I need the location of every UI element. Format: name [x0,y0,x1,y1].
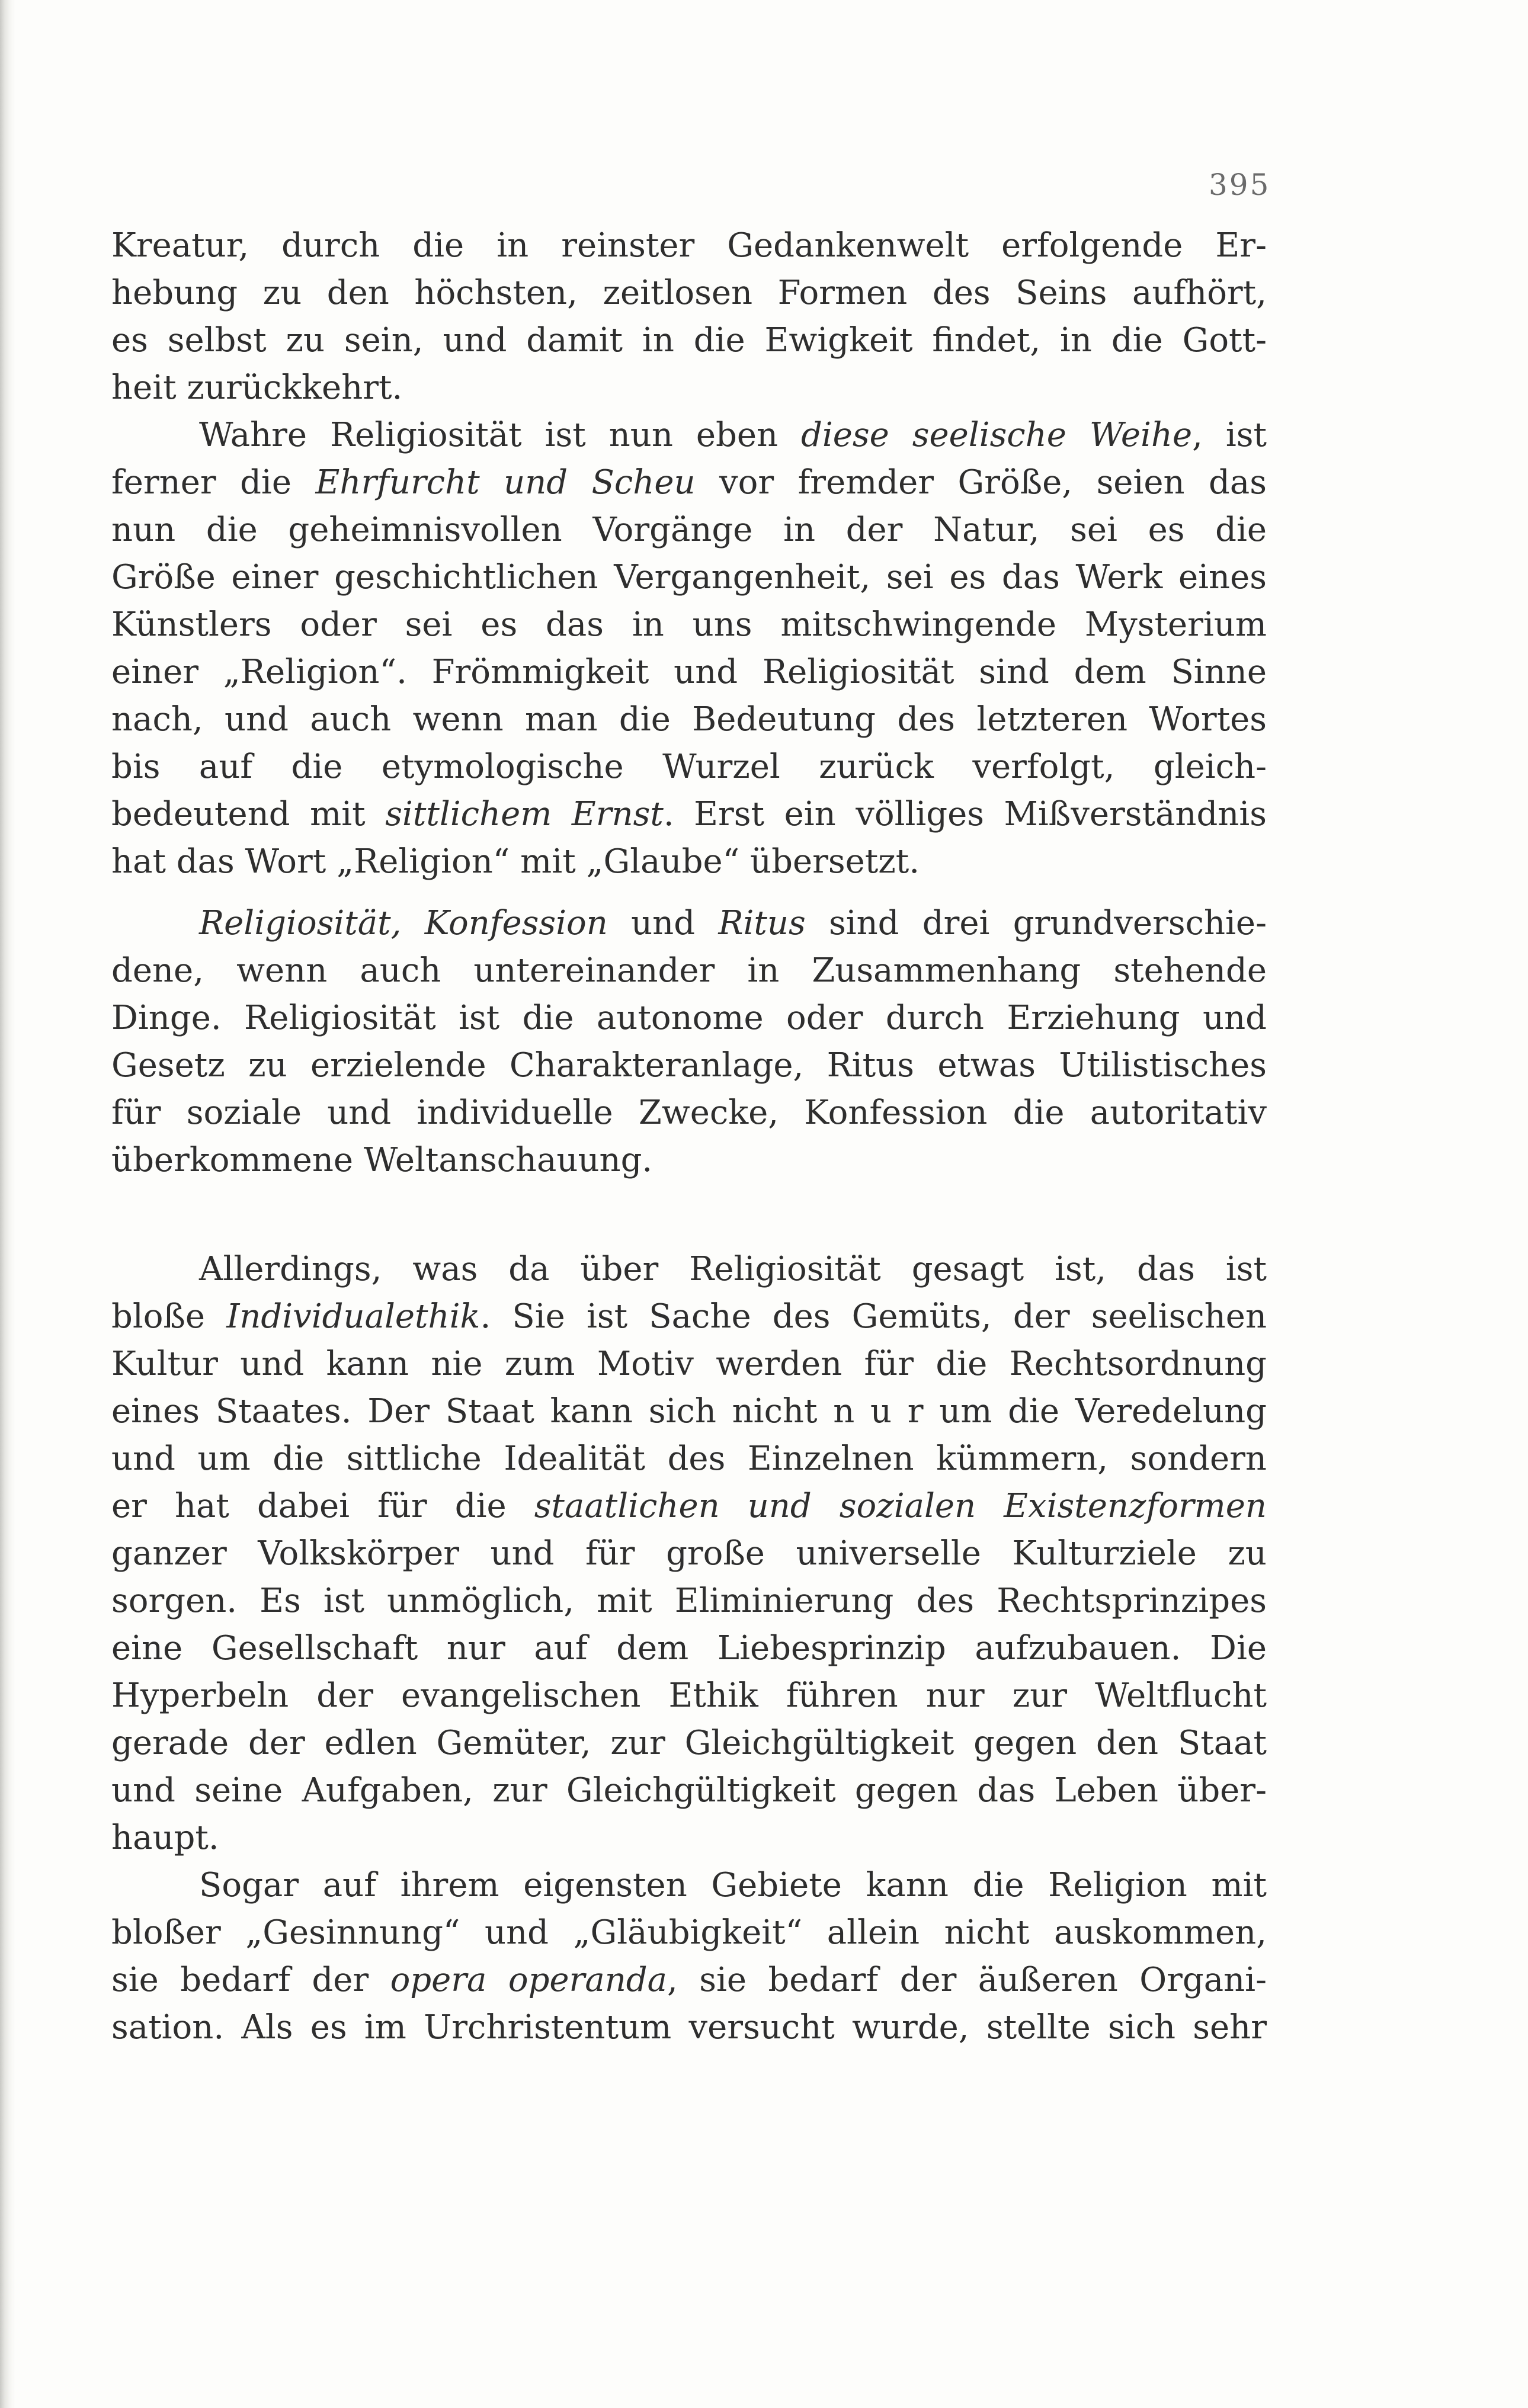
text-line: eine Gesellschaft nur auf dem Liebesprinzip aufzubauen. Die [111,1629,1267,1668]
text-line: hebung zu den höchsten, zeitlosen Formen des Seins aufhört, [111,274,1267,312]
paragraph [111,900,1267,1184]
text-line: Wahre Religiosität ist nun eben diese seelische Weihe, ist [199,416,1267,454]
paragraph-gap [111,886,1267,900]
text-line: ganzer Volkskörper und für große universelle Kulturziele zu [111,1534,1267,1573]
text-line: Künstlers oder sei es das in uns mitschwingende Mysterium [111,605,1267,644]
text-line: für soziale und individuelle Zwecke, Konfession die autoritativ [111,1094,1267,1132]
text-line: sie bedarf der opera operanda, sie bedarf der äußeren Organi- [111,1961,1267,1999]
paragraph [111,412,1267,886]
text-line: Kultur und kann nie zum Motiv werden für die Rechtsordnung [111,1345,1267,1383]
text-line: Sogar auf ihrem eigensten Gebiete kann die Religion mit [199,1866,1267,1904]
paragraph [111,1862,1267,2051]
text-line: Hyperbeln der evangelischen Ethik führen nur zur Weltflucht [111,1676,1267,1715]
paragraph-gap [111,1184,1267,1246]
text-line: und seine Aufgaben, zur Gleichgültigkeit gegen das Leben über- [111,1771,1267,1810]
text-line: dene, wenn auch untereinander in Zusammenhang stehende [111,951,1267,990]
text-line: Religiosität, Konfession und Ritus sind drei grundverschie- [199,904,1267,942]
text-line: sorgen. Es ist unmöglich, mit Eliminierung des Rechtsprinzipes [111,1582,1267,1620]
text-line: gerade der edlen Gemüter, zur Gleichgültigkeit gegen den Staat [111,1724,1267,1762]
text-line: eines Staates. Der Staat kann sich nicht n u r um die Veredelung [111,1392,1267,1431]
text-line: und um die sittliche Idealität des Einzelnen kümmern, sondern [111,1439,1267,1478]
text-line: bloßer „Gesinnung“ und „Gläubigkeit“ allein nicht auskommen, [111,1913,1267,1952]
text-line: bloße Individualethik. Sie ist Sache des Gemüts, der seelischen [111,1297,1267,1336]
text-line: überkommene Weltanschauung. [111,1141,653,1179]
text-line: bedeutend mit sittlichem Ernst. Erst ein völliges Mißverständnis [111,795,1267,833]
paragraph [111,222,1267,412]
text-line: haupt. [111,1819,219,1857]
text-line: Gesetz zu erzielende Charakteranlage, Ritus etwas Utilistisches [111,1046,1267,1085]
text-line: Allerdings, was da über Religiosität gesagt ist, das ist [199,1250,1267,1288]
text-line: bis auf die etymologische Wurzel zurück verfolgt, gleich- [111,748,1267,786]
text-line: es selbst zu sein, und damit in die Ewigkeit findet, in die Gott- [111,321,1267,360]
text-line: er hat dabei für die staatlichen und sozialen Existenzformen [111,1487,1267,1525]
paragraph [111,1246,1267,1862]
text-line: Kreatur, durch die in reinster Gedankenwelt erfolgende Er- [111,226,1267,265]
text-line: nach, und auch wenn man die Bedeutung des letzteren Wortes [111,700,1267,739]
page-gutter-shadow [0,0,15,2408]
page-number: 395 [1209,168,1271,202]
text-line: Dinge. Religiosität ist die autonome oder durch Erziehung und [111,999,1267,1037]
text-line: sation. Als es im Urchristentum versucht wurde, stellte sich sehr [111,2008,1267,2047]
text-line: nun die geheimnisvollen Vorgänge in der Natur, sei es die [111,511,1267,549]
text-line: Größe einer geschichtlichen Vergangenheit, sei es das Werk eines [111,558,1267,597]
text-line: einer „Religion“. Frömmigkeit und Religiosität sind dem Sinne [111,653,1267,691]
text-line: ferner die Ehrfurcht und Scheu vor fremder Größe, seien das [111,463,1267,502]
text-line: hat das Wort „Religion“ mit „Glaube“ übersetzt. [111,842,920,881]
text-line: heit zurückkehrt. [111,368,403,407]
body-text [111,222,1267,2051]
